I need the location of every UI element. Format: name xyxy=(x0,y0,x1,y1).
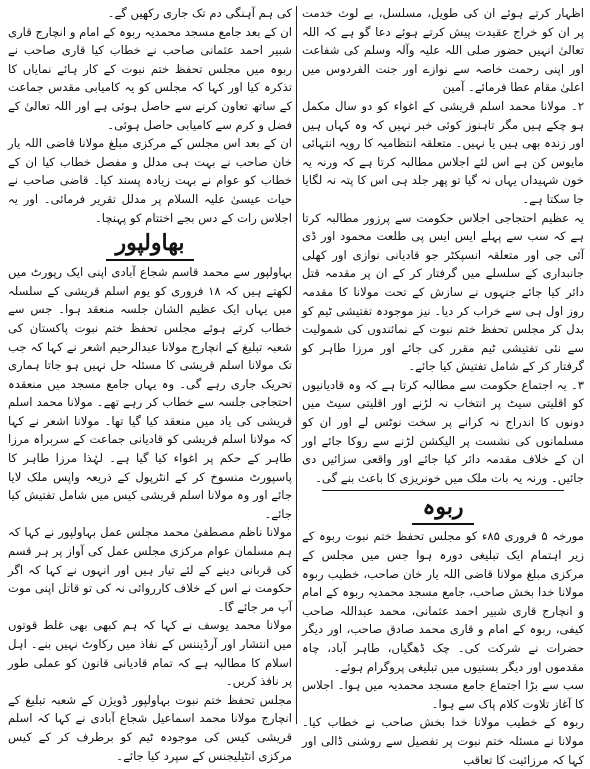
paragraph: ۲۔ مولانا محمد اسلم قریشی کے اغواء کو دو سال مکمل ہو چکے ہیں مگر تاہنوز کوئی خبر نہیں کہ وہ کہاں ہیں اور زندہ بھی ہیں یا نہیں۔ متعلقہ انتظامیہ کا رویہ انتہائی مایوس کن ہے اس لئے اجلاس مطالبہ کرتا ہے کہ ورنہ یہ خون شہیداں یہاں نہ گیا تو پھر جلد ہی اس کا پتہ نہ لگایا جا سکتا ہے۔ xyxy=(302,98,584,206)
section-heading-wrap xyxy=(302,493,584,525)
paragraph: کی ہم آہنگی دم تک جاری رکھیں گے۔ xyxy=(107,6,292,20)
section-heading-bahawalpur: بھاولپور xyxy=(106,229,195,261)
paragraph: بہاولپور سے محمد قاسم شجاع آبادی اپنی ایک رپورٹ میں لکھتے ہیں کہ ۱۸ فروری کو یوم اسلم قریشی کے سلسلہ میں یہاں ایک عظیم الشان جلسہ منعقد ہوا۔ جس سے خطاب کرتے ہوئے مجلس تحفظ ختم نبوت پاکستان کی شعبہ تبلیغ کے انچارج مولانا عبدالرحیم اشعر نے کہا کہ جب تک مولانا اسلم قریشی کا مسئلہ حل نہیں ہو جاتا ہماری تحریک جاری رہے گی۔ وہ یہاں جامع مسجد میں منعقدہ احتجاجی جلسہ سے خطاب کر رہے تھے۔ مولانا محمد اسلم قریشی کی یاد میں منعقد کیا گیا تھا۔ مولانا اشعر نے کہا کہ مولانا اسلم قریشی کو قادیانی جماعت کے سربراہ مرزا طاہر کے حکم پر اغواء کیا گیا ہے۔ لہٰذا مرزا طاہر کا پاسپورٹ منسوخ کر کے انٹرپول کے ذریعہ واپس ملک لایا جائے اور وہ مولانا اسلم قریشی کیس میں شامل تفتیش کیا جائے۔ xyxy=(8,265,292,521)
paragraph: مجلس تحفظ ختم نبوت بہاولپور ڈویژن کے شعبہ تبلیغ کے انچارج مولانا محمد اسماعیل شجاع آبادی نے کہا کہ اسلم قریشی کیس کی موجودہ ٹیم کو برطرف کر کے کیس مرکزی انٹیلیجنس کے سپرد کیا جائے۔ xyxy=(8,692,292,763)
paragraph: سب سے بڑا اجتماع جامع مسجد محمدیہ میں ہوا۔ اجلاس کا آغاز تلاوت کلام پاک سے ہوا۔ xyxy=(302,678,584,711)
paragraph: ربوہ کے خطیب مولانا خدا بخش صاحب نے خطاب کیا۔ مولانا نے مسئلہ ختم نبوت پر تفصیل سے روشنی ڈالی اور کہا کہ مرزائیت کا تعاقب xyxy=(302,715,584,767)
right-column xyxy=(302,4,584,767)
paragraph: اظہار کرتے ہوئے ان کی طویل، مسلسل، بے لوث خدمت پر ان کو خراج عقیدت پیش کرتے ہوئے دعا گو ہے کہ اللہ تعالیٰ انہیں حضور صلی اللہ علیہ وآلہ وسلم کی شفاعت اور اپنی رحمت خاصہ سے نوازے اور جنت الفردوس میں اعلیٰ مقام عطا فرمائے۔ آمین xyxy=(302,6,584,95)
column-divider xyxy=(296,6,297,724)
paragraph: مولانا محمد یوسف نے کہا کہ ہم کبھی بھی غلط قوتوں میں انتشار اور آرڈیننس کے نفاذ میں رکاوٹ نہیں بنے۔ اہل اسلام کا مطالبہ ہے کہ تمام قادیانی قانون کو عملی طور پر نافذ کریں۔ xyxy=(8,618,292,689)
left-column xyxy=(8,4,292,763)
section-rule xyxy=(322,490,564,491)
paragraph: یہ عظیم احتجاجی اجلاس حکومت سے پرزور مطالبہ کرتا ہے کہ سب سے پہلے ایس ایس پی طلعت محمود اور ڈی آئی جی اور متعلقہ انسپکٹر جو قادیانی نوازی اور کھلی جانبداری کے سلسلے میں گرفتار کر کے ان پر مقدمہ قتل دائر کیا جائے جنہوں نے سازش کے تحت مولانا کا مقدمہ روز اول ہی سے خراب کر دیا۔ نیز موجودہ تفتیشی ٹیم کو بدل کر مجلس تحفظ ختم نبوت کے نمائندوں کی شمولیت سے نئی تفتیشی ٹیم مقرر کی جائے اور مرزا طاہر کو گرفتار کر کے شامل تفتیش کیا جائے۔ xyxy=(302,210,584,374)
paragraph: مورخہ ۵ فروری ۸۵ء کو مجلس تحفظ ختم نبوت ربوہ کے زیر اہتمام ایک تبلیغی دورہ ہوا جس میں مجلس کے مرکزی مبلغ مولانا قاضی اللہ یار خان صاحب، خطیب ربوہ مولانا خدا بخش صاحب، جامع مسجد محمدیہ ربوہ کے امام و انچارج قاری شبیر احمد عثمانی، محمد عبداللہ صاحب کیفی، ربوہ کے امام و قاری محمد صادق صاحب، اور دیگر حضرات نے شرکت کی۔ چک ڈھگیاں، طاہر آباد، چاہ مقدموں اور دیگر بستیوں میں تبلیغی پروگرام ہوئے۔ xyxy=(302,529,584,674)
paragraph: ان کے بعد جامع مسجد محمدیہ ربوہ کے امام و انچارج قاری شبیر احمد عثمانی صاحب نے خطاب کیا قاری صاحب نے ربوہ میں مجلس تحفظ ختم نبوت کے کار ہائے نمایاں کا تذکرہ کیا اور کہا کہ مجلس کو یہ کامیابی مقدس جماعت کے ساتھ تعاون کرنے سے حاصل ہوئی ہے اور اللہ تعالیٰ کے فضل و کرم سے کامیابی حاصل ہوئی۔ xyxy=(8,24,292,132)
paragraph: مولانا ناظم مصطفیٰ محمد مجلس عمل بہاولپور نے کہا کہ ہم مسلمان عوام مرکزی مجلس عمل کی آواز پر ہر قسم کی قربانی دینے کے لئے تیار ہیں اور انہوں نے کہا کہ اگر حکومت نے اس کے خلاف کارروائی نہ کی تو قاتل اپنی موت آپ مر جائے گا۔ xyxy=(8,525,292,614)
paragraph: ۳۔ یہ اجتماع حکومت سے مطالبہ کرتا ہے کہ وہ قادیانیوں کو اقلیتی سیٹ پر انتخاب نہ لڑنے اور اقلیتی سیٹ میں دونوں کا اندراج نہ کرانے پر سخت نوٹس لے اور ان کو مسلمانوں کی نشست پر الیکشن لڑنے سے روکا جائے اور ان کے خلاف مقدمہ دائر کیا جائے اور واقعی سزائیں دی جائیں۔ ورنہ یہ بات ملک میں خونریزی کا باعث بنے گی۔ xyxy=(302,377,584,485)
section-heading-rabwah: ربوہ xyxy=(412,493,473,525)
section-heading-wrap xyxy=(8,229,292,261)
paragraph: ان کے بعد اس مجلس کے مرکزی مبلغ مولانا قاضی اللہ یار خان صاحب نے بہت ہی مدلل و مفصل خطاب کیا ان کے خطاب کو عوام نے بہت زیادہ پسند کیا۔ قاضی صاحب نے حیات عیسیٰ علیہ السلام پر مدلل تقریر فرمائی۔ اور یہ اجلاس رات کے دس بجے اختتام کو پہنچا۔ xyxy=(8,136,292,225)
